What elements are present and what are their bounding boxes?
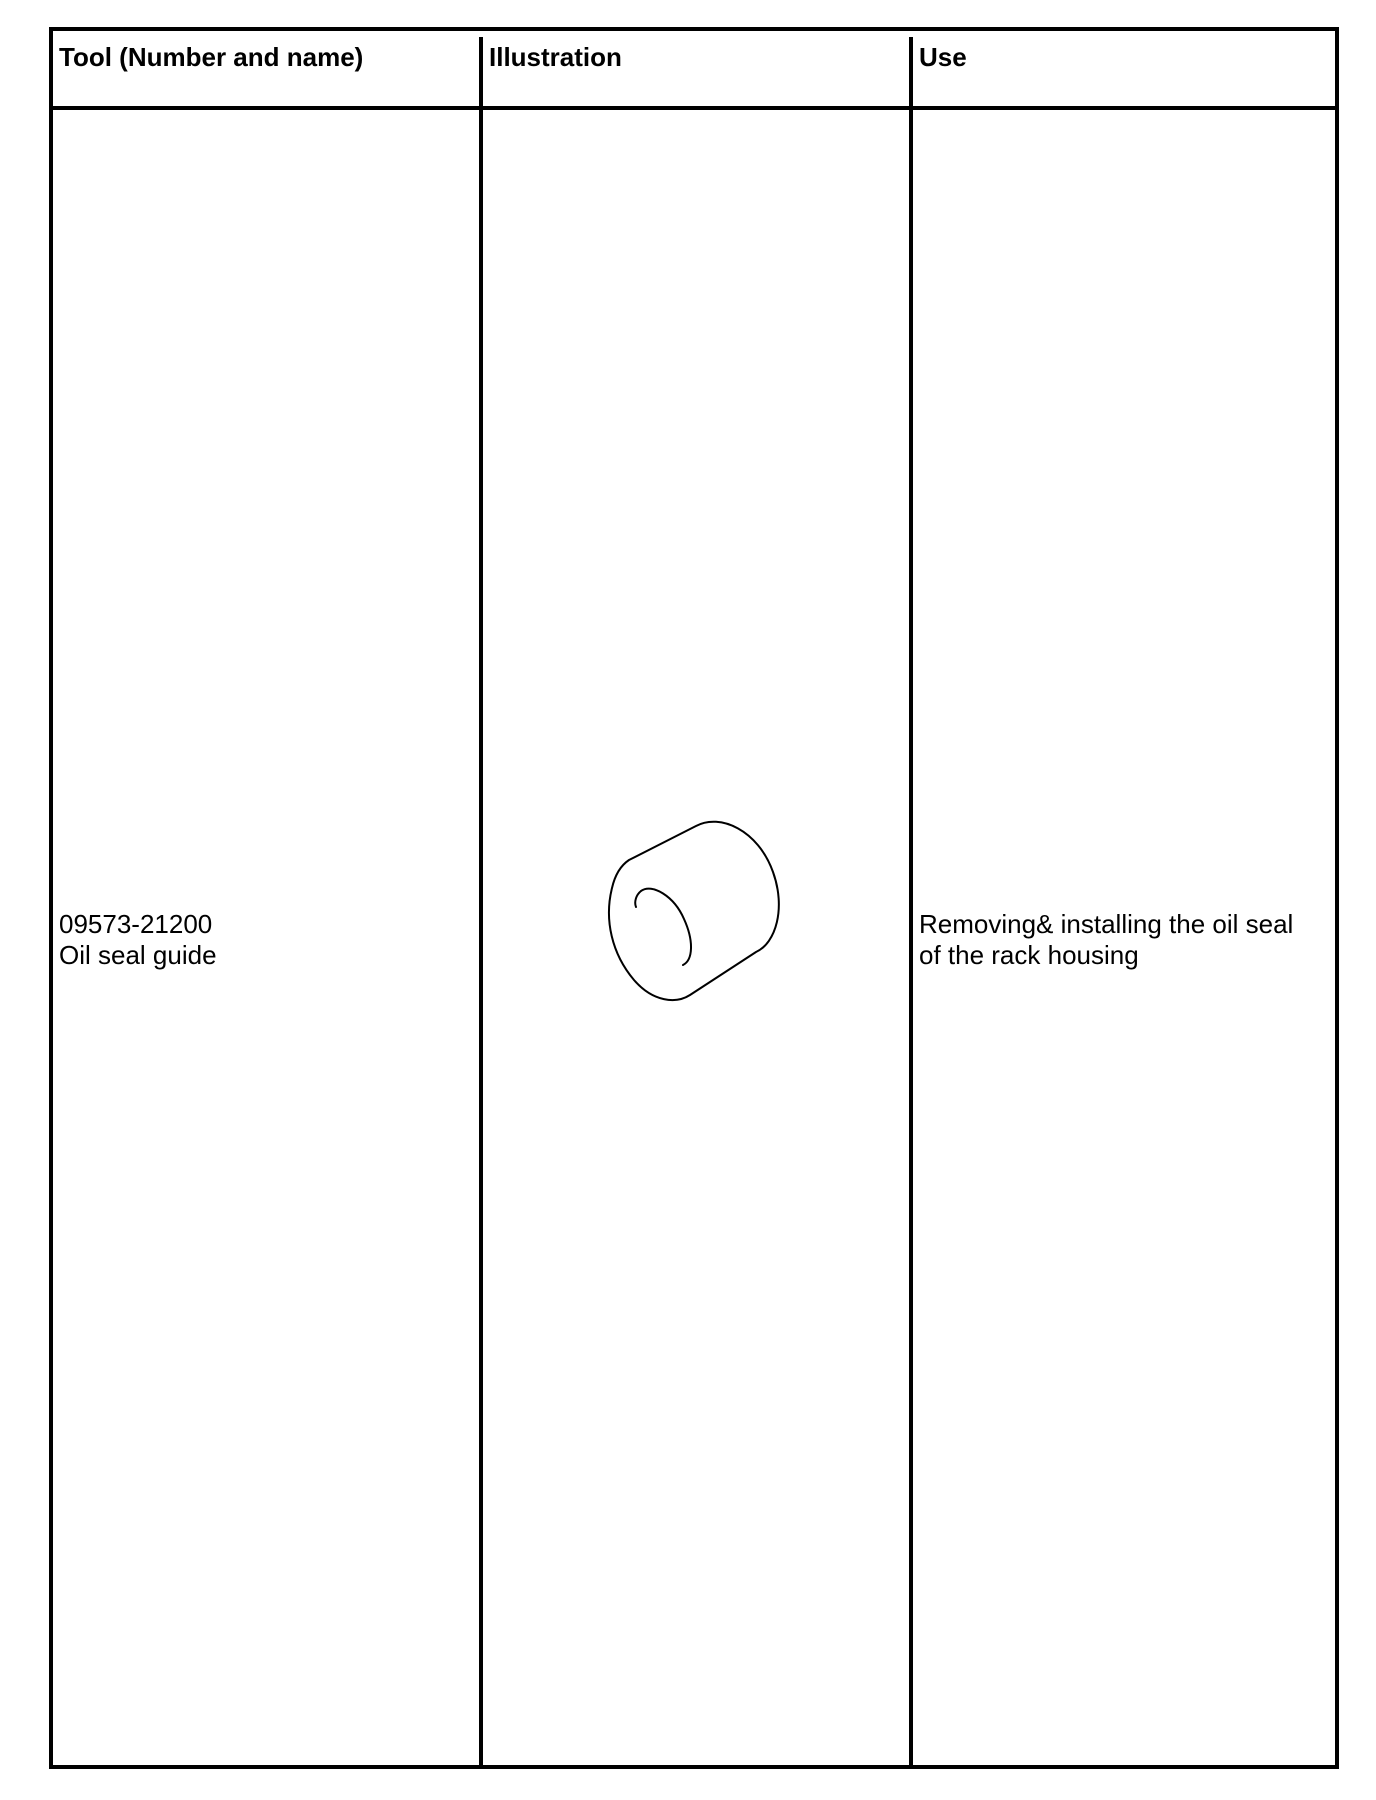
tool-number: 09573-21200 bbox=[59, 909, 213, 939]
table-right-border bbox=[1335, 27, 1339, 1769]
use-line-1: Removing& installing the oil seal bbox=[919, 909, 1294, 939]
table-left-border bbox=[49, 27, 53, 1769]
header-use: Use bbox=[919, 42, 967, 72]
header-illustration: Illustration bbox=[489, 42, 622, 72]
oil-seal-guide-cylinder-icon bbox=[600, 815, 790, 1010]
table-top-border bbox=[50, 27, 1339, 31]
header-bottom-border bbox=[50, 106, 1339, 110]
column-divider-1 bbox=[479, 37, 483, 1769]
header-tool: Tool (Number and name) bbox=[59, 42, 364, 72]
tool-name: Oil seal guide bbox=[59, 940, 217, 970]
use-line-2: of the rack housing bbox=[919, 940, 1139, 970]
column-divider-2 bbox=[909, 37, 913, 1769]
table-bottom-border bbox=[50, 1765, 1339, 1769]
